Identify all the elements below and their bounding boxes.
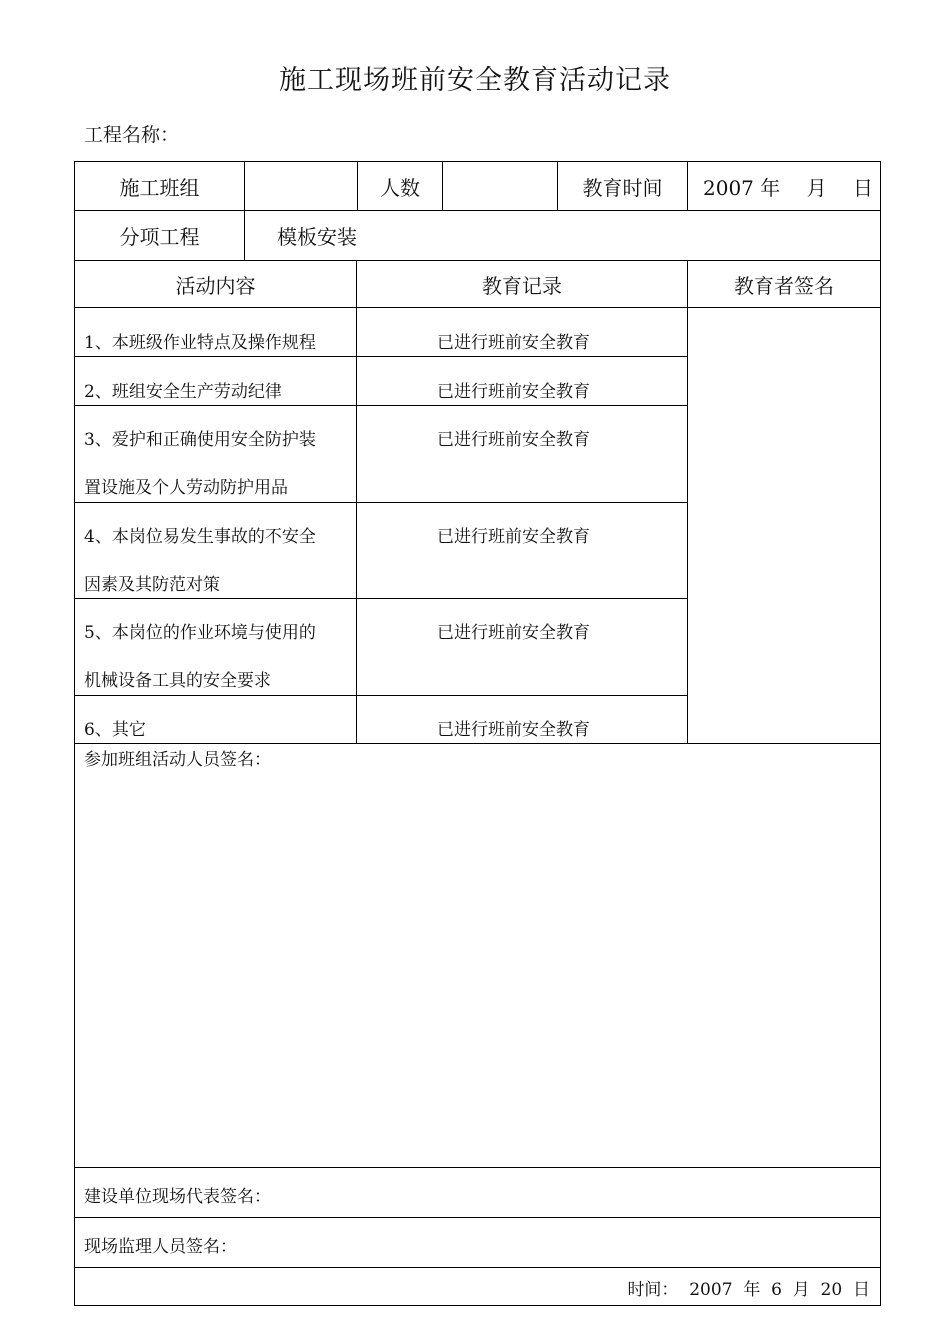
item-content: 4、本岗位易发生事故的不安全 [84, 527, 316, 547]
item-record: 已进行班前安全教育 [437, 527, 590, 547]
row-divider [74, 1267, 881, 1268]
count-label: 人数 [380, 175, 420, 200]
item-content-continued: 置设施及个人劳动防护用品 [84, 478, 288, 498]
education-time-label: 教育时间 [582, 175, 663, 200]
item-content: 1、本班级作业特点及操作规程 [84, 333, 316, 353]
team-label: 施工班组 [119, 175, 200, 200]
participants-signature-label: 参加班组活动人员签名： [84, 750, 271, 770]
subproject-label: 分项工程 [119, 225, 200, 249]
supervisor-signature-label: 现场监理人员签名： [84, 1237, 237, 1257]
item-record: 已进行班前安全教育 [437, 430, 590, 450]
count-value [443, 162, 557, 210]
item-content-continued: 机械设备工具的安全要求 [84, 671, 271, 691]
column-divider [687, 260, 688, 744]
education-time-value: 2007 年 月 日 [703, 175, 873, 200]
item-content: 5、本岗位的作业环境与使用的 [84, 623, 316, 643]
item-content: 3、爱护和正确使用安全防护装 [84, 430, 316, 450]
column-divider [356, 260, 357, 744]
table-border-right [880, 161, 881, 1306]
row-divider [74, 356, 688, 357]
row-divider [74, 502, 688, 503]
table-border-bottom [74, 1305, 881, 1306]
item-record: 已进行班前安全教育 [437, 623, 590, 643]
row-divider [74, 743, 881, 744]
row-divider [74, 695, 688, 696]
item-content: 2、班组安全生产劳动纪律 [84, 382, 282, 402]
item-record: 已进行班前安全教育 [437, 720, 590, 740]
row-divider [74, 1167, 881, 1168]
item-record: 已进行班前安全教育 [437, 333, 590, 353]
column-header-signer: 教育者签名 [734, 273, 834, 298]
column-header-content: 活动内容 [175, 273, 256, 298]
subproject-value: 模板安装 [277, 225, 357, 249]
footer-date: 时间： 2007 年 6 月 20 日 [627, 1280, 870, 1300]
item-content: 6、其它 [84, 720, 146, 740]
project-name-label: 工程名称： [84, 124, 180, 146]
column-header-record: 教育记录 [482, 273, 562, 298]
row-divider [74, 1217, 881, 1218]
team-value [245, 162, 357, 210]
item-content-continued: 因素及其防范对策 [84, 575, 220, 595]
row-divider [74, 598, 688, 599]
page-title: 施工现场班前安全教育活动记录 [279, 65, 671, 96]
item-record: 已进行班前安全教育 [437, 382, 590, 402]
row-divider [74, 307, 881, 308]
row-divider [74, 405, 688, 406]
column-divider [687, 161, 688, 211]
owner-representative-signature-label: 建设单位现场代表签名： [84, 1187, 271, 1207]
table-border-left [74, 161, 75, 1306]
